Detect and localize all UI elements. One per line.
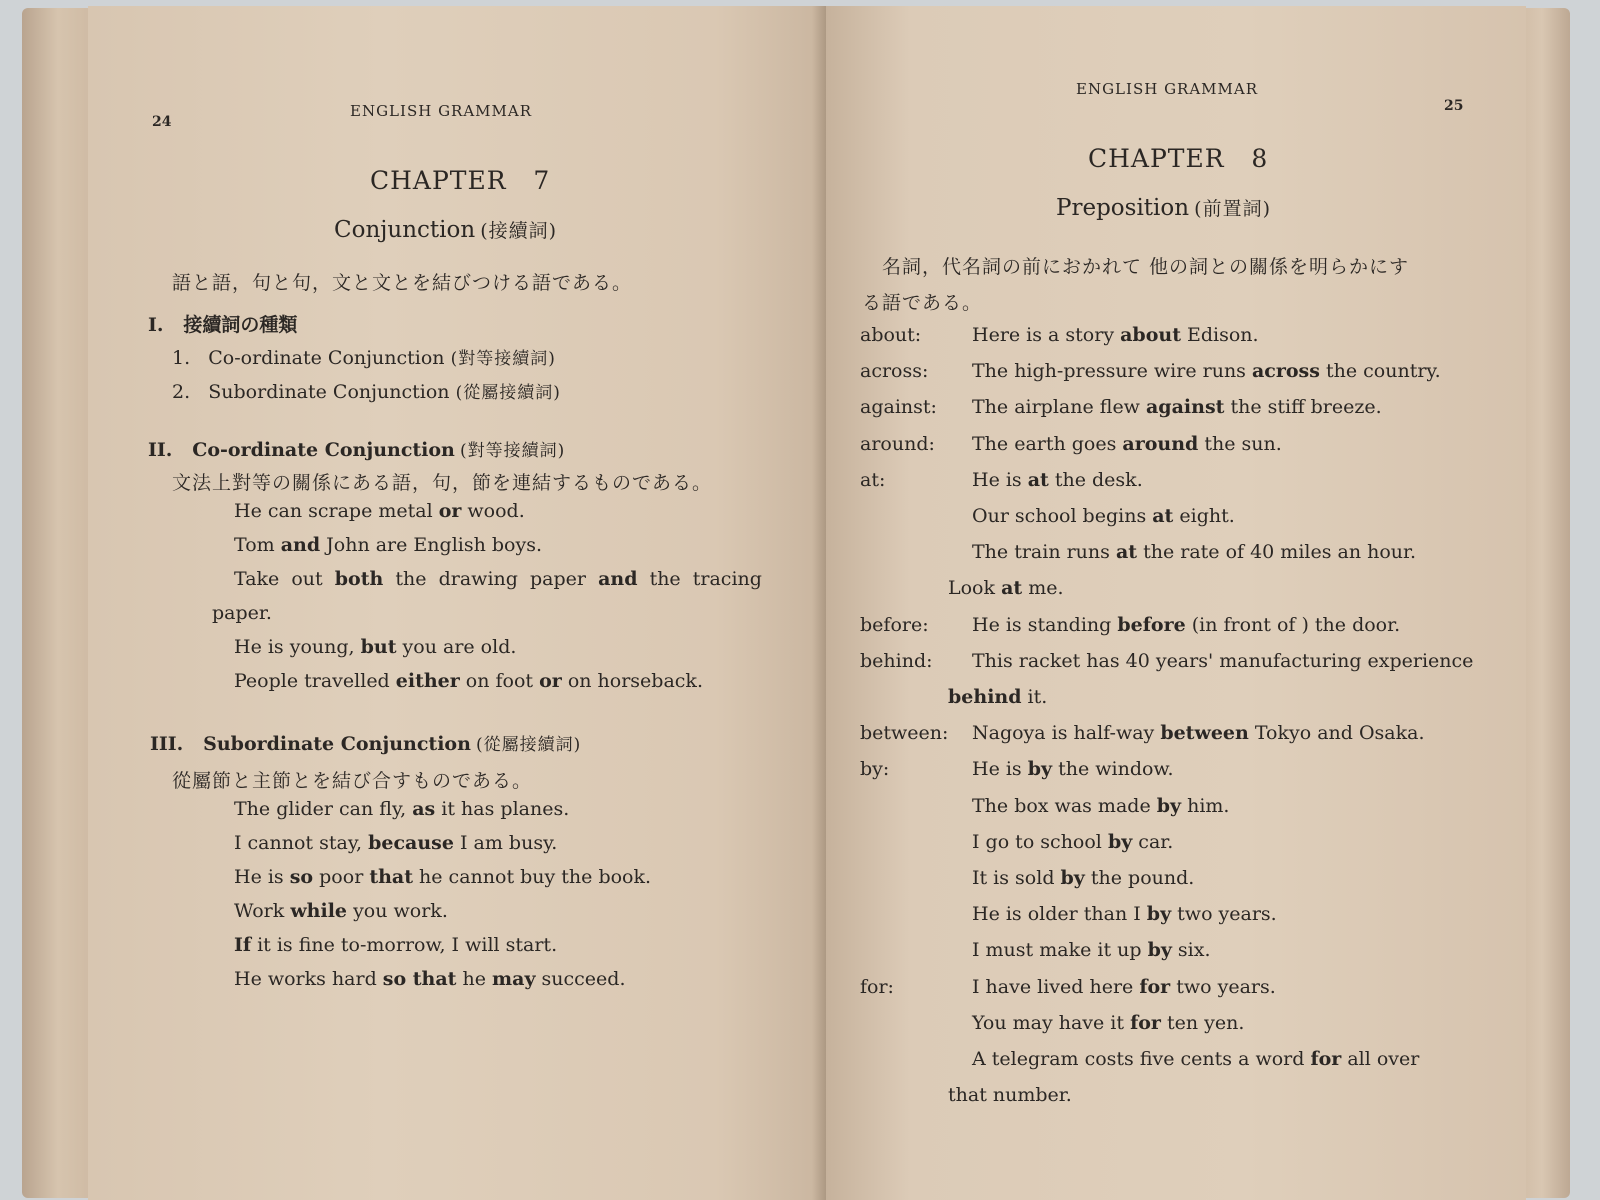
list-item: 1. Co-ordinate Conjunction (對等接續詞): [172, 347, 556, 369]
text-run: all over: [1341, 1048, 1420, 1070]
text-run: you work.: [347, 900, 448, 922]
example-sentence: [972, 541, 1416, 563]
example-sentence: [972, 867, 1194, 889]
preposition-term: before:: [860, 613, 929, 636]
example-sentence: [948, 1084, 1072, 1106]
title-text: Preposition: [1056, 195, 1190, 221]
text-run: Nagoya is half-way: [972, 722, 1161, 745]
section-definition: 從屬節と主節とを結び合すものである。: [172, 770, 533, 792]
text-run: People travelled: [234, 670, 396, 692]
text-run: A telegram costs five cents a word: [972, 1048, 1311, 1070]
keyword: because: [368, 832, 454, 854]
example-line: [234, 900, 448, 922]
chapter-title: [1056, 194, 1271, 221]
text-run: He works hard: [234, 968, 383, 990]
example-sentence: [972, 795, 1229, 817]
text-run: Tokyo and Osaka.: [1248, 722, 1425, 745]
keyword: both: [334, 568, 384, 590]
text-run: Tom: [234, 534, 281, 556]
example-sentence: [972, 505, 1235, 527]
example-sentence: [972, 722, 1425, 744]
text-run: the sun.: [1198, 432, 1282, 455]
text-run: eight.: [1173, 505, 1235, 527]
example-line: [234, 832, 557, 854]
keyword: so that: [382, 968, 457, 990]
text-run: the window.: [1052, 758, 1174, 781]
text-run: on horseback.: [561, 670, 703, 692]
example-sentence: [972, 324, 1259, 346]
example-sentence: [972, 433, 1282, 455]
example-sentence: [972, 939, 1211, 961]
preposition-term: between:: [860, 722, 949, 745]
keyword: so: [289, 866, 314, 888]
keyword: for: [1130, 1011, 1161, 1034]
example-sentence: [972, 831, 1173, 853]
keyword: as: [412, 798, 436, 820]
list-item: 2. Subordinate Conjunction (從屬接續詞): [172, 381, 561, 403]
example-line: [234, 534, 542, 556]
text-run: him.: [1181, 794, 1230, 817]
example-sentence: [972, 360, 1441, 382]
text-run: the country.: [1319, 360, 1441, 383]
keyword: by: [1147, 939, 1172, 962]
page-number: 25: [1444, 98, 1464, 114]
text-run: The earth goes: [972, 432, 1123, 455]
preposition-term: across:: [860, 360, 929, 383]
text-run: the stiff breeze.: [1224, 396, 1382, 419]
example-sentence: [972, 614, 1400, 636]
example-line: [234, 866, 651, 888]
text-run: that number.: [948, 1084, 1072, 1107]
example-sentence: [972, 976, 1276, 998]
title-text: Conjunction: [334, 217, 476, 243]
example-line: [234, 670, 703, 692]
keyword: by: [1027, 758, 1053, 781]
text-run: The high-pressure wire runs: [972, 360, 1252, 383]
text-run: two years.: [1170, 975, 1276, 998]
title-jp: (前置詞): [1194, 198, 1271, 220]
keyword: by: [1107, 830, 1133, 853]
keyword: between: [1160, 722, 1249, 745]
example-sentence: [972, 469, 1143, 491]
example-sentence: [948, 577, 1064, 599]
right-page: [826, 6, 1526, 1200]
keyword: either: [395, 670, 460, 692]
text-run: He is young,: [234, 636, 361, 658]
example-sentence: [972, 1048, 1419, 1070]
text-run: Edison.: [1180, 324, 1259, 346]
text-run: me.: [1022, 577, 1064, 600]
text-run: the rate of 40 miles an hour.: [1137, 541, 1417, 564]
text-run: He is: [234, 866, 290, 888]
text-run: (in front of ) the door.: [1185, 613, 1401, 636]
text-run: He is older than I: [972, 903, 1147, 926]
keyword: and: [280, 534, 321, 556]
example-line: [234, 568, 762, 590]
example-line: [234, 798, 569, 820]
keyword: against: [1146, 396, 1225, 419]
section-definition: 文法上對等の關係にある語，句，節を連結するものである。: [172, 472, 713, 494]
page-number: 24: [152, 114, 172, 130]
text-run: Take out: [234, 568, 335, 590]
text-run: The train runs: [972, 541, 1116, 564]
text-run: You may have it: [972, 1011, 1131, 1034]
preposition-term: behind:: [860, 649, 933, 672]
definition: 語と語，句と句，文と文とを結びつける語である。: [172, 272, 633, 294]
text-run: ten yen.: [1160, 1011, 1245, 1034]
text-run: John are English boys.: [320, 534, 543, 556]
text-run: I am busy.: [453, 832, 558, 854]
text-run: The airplane flew: [972, 396, 1146, 419]
text-run: on foot: [459, 670, 540, 692]
text-run: This racket has 40 years' manufacturing experience: [972, 649, 1474, 672]
preposition-term: at:: [860, 468, 886, 491]
section-heading-3: III. Subordinate Conjunction (從屬接續詞): [150, 733, 582, 755]
example-line: [234, 934, 557, 956]
text-run: he cannot buy the book.: [413, 866, 652, 888]
text-run: two years.: [1171, 903, 1277, 926]
example-sentence: [972, 396, 1382, 418]
text-run: poor: [313, 866, 370, 888]
title-jp: (接續詞): [480, 220, 558, 242]
text-run: He is: [972, 758, 1028, 781]
keyword: but: [360, 636, 397, 658]
example-line: [212, 602, 272, 624]
section-heading-2: II. Co-ordinate Conjunction (對等接續詞): [148, 439, 566, 461]
preposition-term: by:: [860, 758, 890, 781]
keyword: and: [598, 568, 638, 590]
preposition-term: about:: [860, 324, 922, 346]
keyword: at: [1152, 505, 1174, 527]
text-run: the tracing: [637, 568, 762, 590]
keyword: while: [290, 900, 348, 922]
preposition-term: against:: [860, 396, 937, 419]
keyword: by: [1146, 903, 1172, 926]
preposition-term: for:: [860, 975, 894, 998]
chapter-heading: CHAPTER 8: [1088, 144, 1269, 173]
example-line: [234, 636, 516, 658]
text-run: The glider can fly,: [234, 798, 413, 820]
keyword: or: [539, 670, 562, 692]
running-head: ENGLISH GRAMMAR: [350, 102, 533, 120]
text-run: He can scrape metal: [234, 500, 439, 522]
keyword: around: [1122, 432, 1199, 455]
definition-line-1: 名詞，代名詞の前におかれて 他の詞との關係を明らかにす: [882, 256, 1410, 278]
keyword: before: [1117, 613, 1186, 636]
text-run: He is: [972, 468, 1028, 491]
example-sentence: [972, 758, 1173, 780]
keyword: behind: [948, 686, 1022, 708]
keyword: for: [1310, 1048, 1342, 1070]
text-run: It is sold: [972, 867, 1061, 889]
example-line: [234, 500, 525, 522]
keyword: about: [1120, 324, 1181, 346]
text-run: He is standing: [972, 613, 1118, 636]
text-run: I must make it up: [972, 939, 1148, 962]
keyword: or: [438, 500, 462, 522]
text-run: the drawing paper: [383, 568, 599, 590]
text-run: wood.: [461, 500, 525, 522]
example-sentence: [972, 1012, 1244, 1034]
text-run: six.: [1171, 939, 1211, 962]
text-run: it.: [1021, 686, 1048, 708]
chapter-title: [334, 216, 557, 243]
section-heading-1: I. 接續詞の種類: [148, 314, 298, 336]
text-run: I go to school: [972, 830, 1108, 853]
text-run: paper.: [212, 602, 272, 624]
left-page: [88, 6, 826, 1200]
keyword: at: [1001, 577, 1023, 600]
example-sentence: [972, 903, 1277, 925]
text-run: it is fine to-morrow, I will start.: [251, 934, 558, 956]
keyword: by: [1156, 794, 1182, 817]
keyword: by: [1060, 867, 1085, 889]
keyword: at: [1115, 541, 1138, 564]
text-run: it has planes.: [435, 798, 570, 820]
keyword: for: [1139, 975, 1171, 998]
definition-line-2: る語である。: [862, 292, 983, 314]
keyword: across: [1251, 360, 1320, 383]
text-run: Work: [234, 900, 291, 922]
text-run: you are old.: [396, 636, 517, 658]
text-run: Our school begins: [972, 505, 1153, 527]
running-head: ENGLISH GRAMMAR: [1076, 80, 1259, 98]
example-sentence: [948, 686, 1047, 708]
text-run: Look: [948, 577, 1002, 600]
text-run: the desk.: [1048, 468, 1143, 491]
text-run: The box was made: [972, 794, 1157, 817]
text-run: the pound.: [1084, 867, 1195, 889]
text-run: I have lived here: [972, 975, 1140, 998]
text-run: succeed.: [535, 968, 626, 990]
example-sentence: [972, 650, 1473, 672]
preposition-term: around:: [860, 432, 935, 455]
chapter-heading: CHAPTER 7: [370, 166, 551, 195]
keyword: may: [492, 968, 536, 990]
keyword: If: [234, 934, 252, 956]
text-run: Here is a story: [972, 324, 1121, 346]
keyword: that: [369, 866, 413, 888]
keyword: at: [1027, 468, 1049, 491]
text-run: he: [456, 968, 493, 990]
text-run: I cannot stay,: [234, 832, 369, 854]
text-run: car.: [1132, 830, 1174, 853]
example-line: [234, 968, 626, 990]
